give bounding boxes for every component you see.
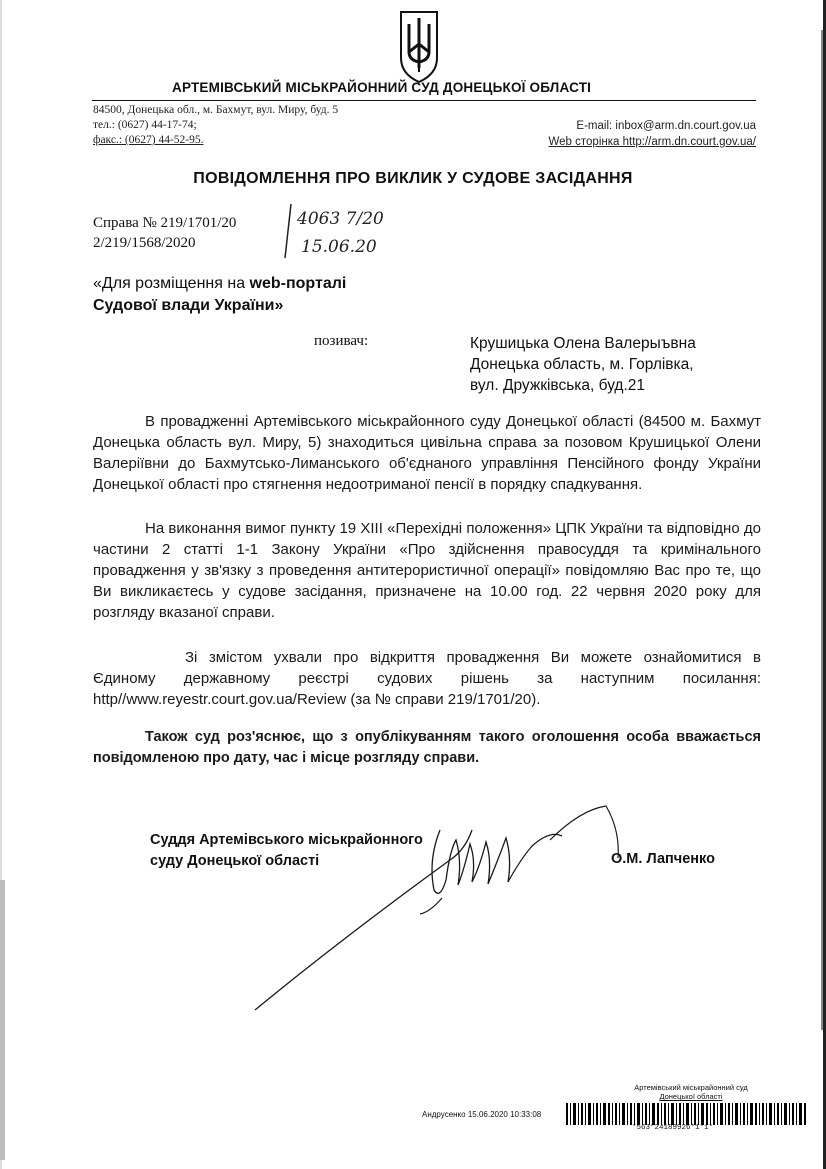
portal-notice-web: web-порталі <box>245 275 347 292</box>
party-city: Донецька область, м. Горлівка, <box>470 356 694 373</box>
court-address-block <box>93 103 338 148</box>
handwritten-registration-mark <box>283 200 403 260</box>
footer-user-timestamp: Андрусенко 15.06.2020 10:33:08 <box>422 1110 542 1119</box>
court-fax: факс.: (0627) 44-52-95. <box>93 134 204 146</box>
document-title: ПОВІДОМЛЕННЯ ПРО ВИКЛИК У СУДОВЕ ЗАСІДАННЯ <box>193 170 633 187</box>
party-name: Крушицька Олена Валерыъвна <box>470 335 696 352</box>
judge-title-line2: суду Донецької області <box>150 853 320 869</box>
header-divider <box>92 100 756 101</box>
party-details <box>470 333 696 396</box>
barcode <box>566 1103 806 1125</box>
court-website[interactable]: Web сторінка http://arm.dn.court.gov.ua/ <box>548 136 756 148</box>
portal-notice-prefix: «Для розміщення на <box>93 275 246 292</box>
portal-notice <box>93 273 346 317</box>
party-street: вул. Дружківська, буд.21 <box>470 377 646 394</box>
registration-number-handwritten: 4063 7/20 <box>297 209 384 229</box>
paragraph-case-info: В провадженні Артемівського міськрайонного суду Донецької області (84500 м. Бахмут Донецька область вул. Миру, 5) знаходиться цивільна справа за позовом Крушицької Олени Валеріївни до Бахмутсько-Лиманського об'єднаного управління Пенсійного фонду України Донецької області про стягнення недоотриманої пенсії в порядку спадкування. <box>93 413 761 493</box>
portal-notice-line2: Судової влади України» <box>93 297 284 314</box>
handwritten-signature <box>250 800 620 1020</box>
court-name-heading: АРТЕМІВСЬКИЙ МІСЬКРАЙОННИЙ СУД ДОНЕЦЬКОЇ ОБЛАСТІ <box>172 80 592 95</box>
court-phone: тел.: (0627) 44-17-74; <box>93 119 197 131</box>
paragraph-summons: На виконання вимог пункту 19 XIII «Перехідні положення» ЦПК України та відповідно до частини 2 статті 1-1 Закону України «Про здійснення правосуддя та кримінального провадження у зв'язку з проведення антитерористичної операції» повідомляю Вас про те, що Ви викликаєтесь у судове засідання, призначене на 10.00 год. 22 червня 2020 року для розгляду вказаної справи. <box>93 520 761 621</box>
footer-court-stamp <box>612 1083 770 1101</box>
party-role-label: позивач: <box>314 333 369 349</box>
barcode-number: *563*24189926*1*1* <box>632 1124 714 1132</box>
footer-court-line1: Артемівський міськрайонний суд <box>634 1083 748 1092</box>
trident-emblem-icon <box>397 8 441 84</box>
registration-date-handwritten: 15.06.20 <box>301 237 377 257</box>
case-number-block <box>93 213 236 253</box>
proceeding-number: 2/219/1568/2020 <box>93 235 196 251</box>
court-contacts <box>549 118 756 150</box>
case-number: Справа № 219/1701/20 <box>93 215 237 231</box>
judge-name: О.М. Лапченко <box>611 851 715 867</box>
paragraph-clarification: Також суд роз'яснює, що з опублікуванням такого оголошення особа вважається повідомленою про дату, час і місце розгляду справи. <box>93 729 761 766</box>
judge-title-line1: Суддя Артемівського міськрайонного <box>150 832 423 848</box>
paragraph-registry-link: Зі змістом ухвали про відкриття провадження Ви можете ознайомитися в Єдиному державному реєстрі судових рішень за наступним посилання: http//www.reyestr.court.gov.ua/Review (за № справи 219/1701/20). <box>93 649 761 708</box>
footer-court-line2: Донецької області <box>659 1092 723 1101</box>
court-email[interactable]: E-mail: inbox@arm.dn.court.gov.ua <box>576 120 756 132</box>
court-address: 84500, Донецька обл., м. Бахмут, вул. Миру, буд. 5 <box>93 104 339 116</box>
